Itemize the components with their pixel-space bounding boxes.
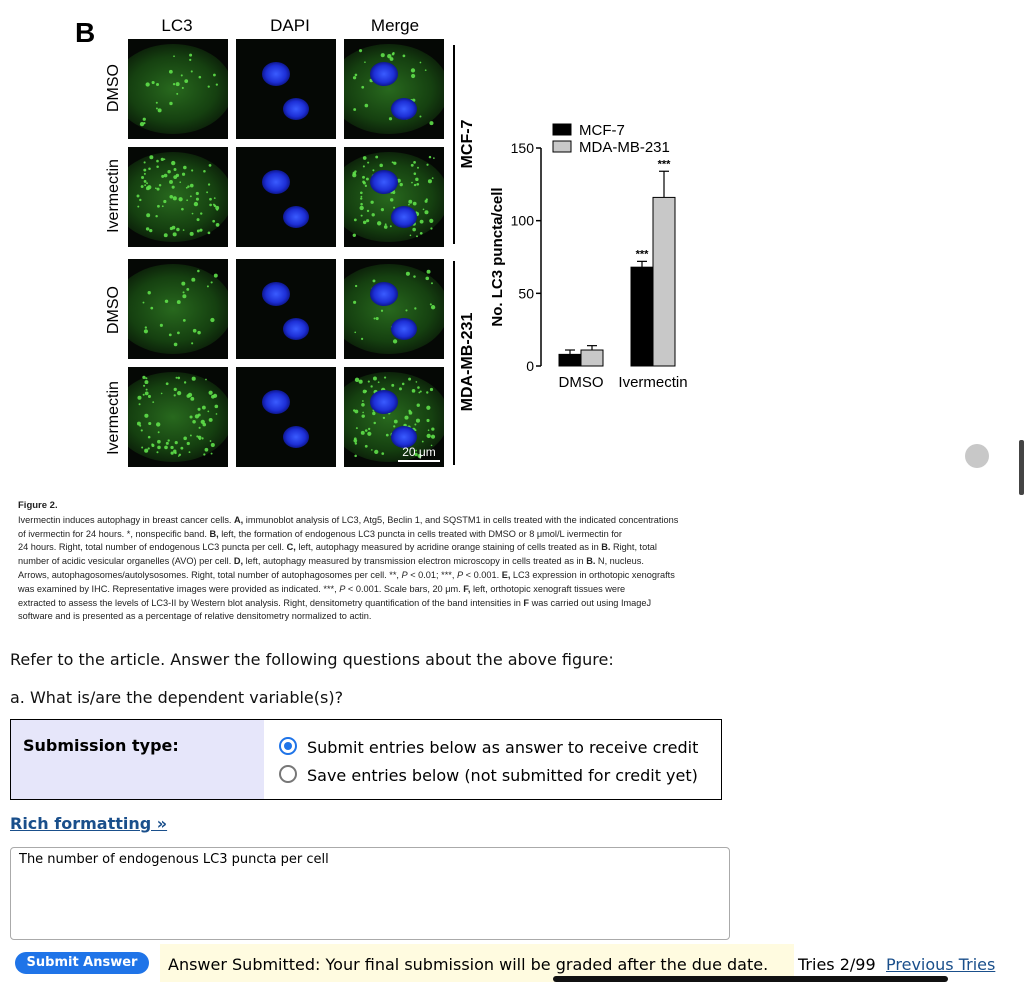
micrograph-cell — [113, 259, 233, 359]
micrograph-cell — [113, 147, 233, 247]
significance-label: *** — [635, 248, 649, 261]
bar — [581, 350, 603, 366]
caption-line: software and is presented as a percentage of relative densitometry normalized to actin. — [18, 611, 372, 622]
caption-line: Arrows, autophagosomes/autolysosomes. Right, total number of autophagosomes per cell. **, P < 0.01; ***, P < 0.001. E, LC3 expression in orthotopic xenografts — [18, 569, 675, 580]
status-message: Answer Submitted: Your final submission will be graded after the due date. — [168, 955, 769, 974]
panel-letter: B — [75, 17, 96, 48]
row-label-ivermectin-1: Ivermectin — [105, 159, 122, 233]
home-indicator-bar — [553, 976, 948, 982]
y-axis-label: No. LC3 puncta/cell — [489, 187, 506, 327]
save-entries-radio[interactable] — [279, 765, 297, 783]
caption-line: number of acidic vesicular organelles (AVO) per cell. D, left, autophagy measured by transmission electron microscopy in cells treated as in B. N, nucleus. — [18, 556, 644, 567]
y-tick-label: 100 — [510, 212, 534, 229]
row-label-dmso-2: DMSO — [105, 286, 122, 334]
legend-label: MDA-MB-231 — [579, 139, 670, 156]
bar — [631, 267, 653, 366]
micrograph-cell — [329, 259, 449, 359]
caption-body — [18, 514, 768, 624]
y-tick-label: 50 — [518, 285, 534, 302]
column-header-merge: Merge — [370, 16, 420, 35]
question-part-a: a. What is/are the dependent variable(s)? — [10, 688, 344, 707]
tries-count: Tries 2/99 — [798, 955, 876, 974]
rich-formatting-link[interactable]: Rich formatting » — [10, 814, 168, 833]
legend-swatch — [553, 141, 571, 152]
save-entries-label[interactable]: Save entries below (not submitted for credit yet) — [307, 766, 698, 785]
answer-textarea[interactable]: The number of endogenous LC3 puncta per cell — [10, 847, 730, 940]
group-label-mdamb231: MDA-MB-231 — [459, 312, 476, 412]
submission-type-box — [10, 719, 722, 800]
submit-for-credit-label[interactable]: Submit entries below as answer to receive credit — [307, 738, 699, 757]
previous-tries-link[interactable]: Previous Tries — [886, 955, 996, 974]
micrograph-cell — [236, 147, 336, 247]
micrograph-cell — [236, 39, 336, 139]
bar-chart — [489, 122, 688, 391]
bar — [559, 354, 581, 366]
micrograph-cell — [236, 259, 336, 359]
caption-line: extracted to assess the levels of LC3-II by Western blot analysis. Right, densitometry quantification of the band intensities in F was carried out using ImageJ — [18, 597, 652, 608]
significance-label: *** — [657, 158, 671, 171]
scale-bar-label: 20 μm — [402, 445, 436, 459]
column-header-dapi: DAPI — [270, 16, 310, 35]
x-tick-label: DMSO — [558, 374, 604, 391]
x-tick-label: Ivermectin — [618, 374, 688, 391]
y-tick-label: 150 — [510, 140, 534, 156]
caption-line: Ivermectin induces autophagy in breast cancer cells. A, immunoblot analysis of LC3, Atg5, Beclin 1, and SQSTM1 in cells treated with the indicated concentrations — [18, 514, 679, 525]
y-tick-label: 0 — [526, 358, 534, 374]
caption-line: of ivermectin for 24 hours. *, nonspecific band. B, left, the formation of endogenous LC3 puncta in cells treated with DMSO or 8 μmol/L ivermectin for — [18, 528, 622, 539]
caption-title: Figure 2. — [18, 500, 58, 511]
micrograph-cell — [113, 367, 233, 467]
question-intro: Refer to the article. Answer the following questions about the above figure: — [10, 650, 614, 669]
row-label-dmso-1: DMSO — [105, 64, 122, 112]
caption-line: was examined by IHC. Representative images were provided as indicated. ***, P < 0.001. Scale bars, 20 μm. F, left, orthotopic xenograft tissues were — [18, 583, 626, 594]
micrograph-cell — [329, 39, 449, 139]
caption-line: 24 hours. Right, total number of endogenous LC3 puncta per cell. C, left, autophagy measured by acridine orange staining of cells treated as in B. Right, total — [18, 542, 657, 553]
submission-type-label-cell — [11, 720, 264, 799]
submit-for-credit-radio[interactable] — [279, 737, 297, 755]
legend-label: MCF-7 — [579, 122, 625, 139]
group-label-mcf7: MCF-7 — [459, 119, 476, 169]
submit-answer-button[interactable]: Submit Answer — [15, 952, 149, 974]
bar — [653, 197, 675, 366]
vertical-scrollbar[interactable] — [1019, 440, 1024, 495]
scroll-indicator-dot[interactable] — [965, 444, 989, 468]
micrograph-cell — [236, 367, 336, 467]
micrograph-grid — [113, 39, 449, 467]
legend-swatch — [553, 124, 571, 135]
micrograph-cell — [329, 147, 449, 247]
submission-type-label: Submission type: — [23, 736, 179, 755]
row-label-ivermectin-2: Ivermectin — [105, 381, 122, 455]
column-header-lc3: LC3 — [161, 16, 193, 35]
figure-caption — [18, 499, 768, 624]
micrograph-cell — [113, 39, 233, 139]
